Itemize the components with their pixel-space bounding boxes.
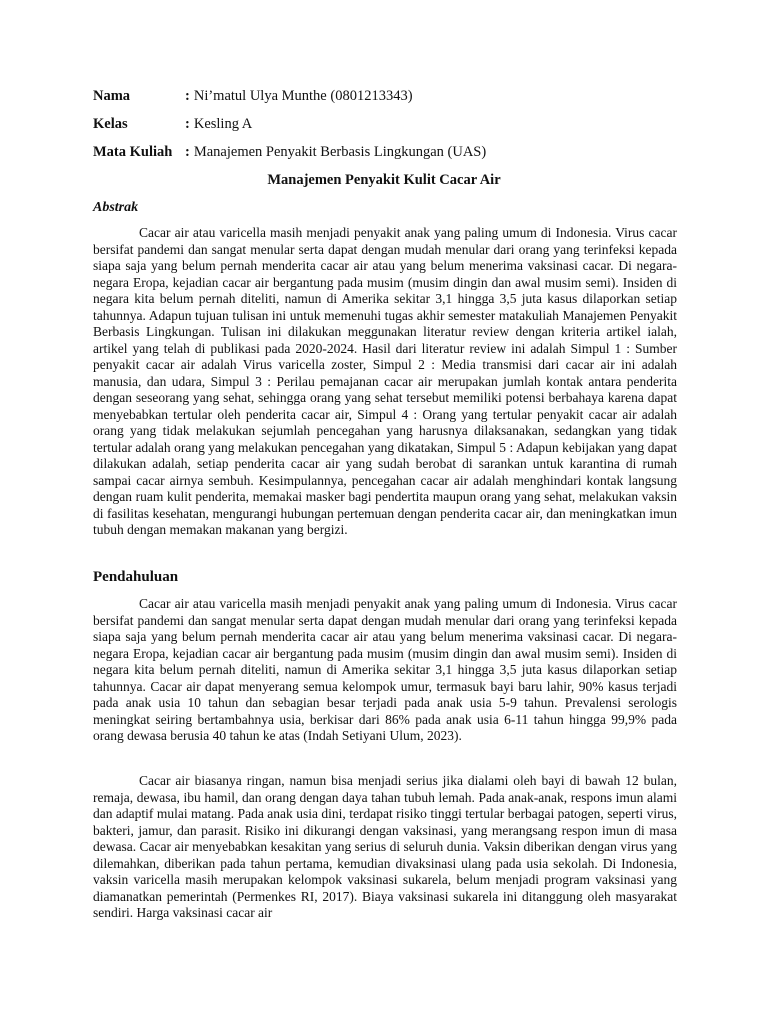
abstract-heading: Abstrak [93, 200, 139, 215]
meta-row-mata-kuliah [93, 143, 486, 161]
nama-value: Ni’matul Ulya Munthe (0801213343) [193, 88, 413, 104]
meta-row-nama [93, 87, 413, 105]
introduction-heading: Pendahuluan [93, 569, 179, 585]
nama-label: Nama [93, 88, 131, 104]
kelas-value: Kesling A [193, 116, 253, 132]
mata-kuliah-colon: : [185, 144, 190, 160]
mata-kuliah-value: Manajemen Penyakit Berbasis Lingkungan (UAS) [193, 144, 487, 160]
document-title: Manajemen Penyakit Kulit Cacar Air [267, 172, 501, 188]
mata-kuliah-label: Mata Kuliah [93, 144, 173, 160]
abstract-paragraph: Cacar air atau varicella masih menjadi penyakit anak yang paling umum di Indonesia. Virus cacar bersifat pandemi dan sangat menular serta dapat dengan mudah menular dari orang yang terinfeksi kepada siapa saja yang belum pernah menderita cacar air atau yang belum menerima vaksinasi cacar. Di negara-negara Eropa, kejadian cacar air bergantung pada musim (musim dingin dan awal musim semi). Insiden di negara kita belum pernah diteliti, namun di Amerika sekitar 3,1 hingga 3,5 juta kasus dilaporkan setiap tahunnya. Adapun tujuan tulisan ini untuk memenuhi tugas akhir semester matakuliah Manajemen Penyakit Berbasis Lingkungan. Tulisan ini dilakukan meggunakan literatur review dengan kriteria artikel ialah, artikel yang telah di publikasi pada 2020-2024. Hasil dari literatur review ini adalah Simpul 1 : Sumber penyakit cacar air adalah Virus varicella zoster, Simpul 2 : Media transmisi dari cacar air ini adalah manusia, dan udara, Simpul 3 : Perilau pemajanan cacar air merupakan jumlah kontak antara penderita dengan seseorang yang sehat, sehingga orang yang sehat tersebut memiliki potensi berbahaya karena dapat menyebabkan tertular oleh penderita cacar air, Simpul 4 : Orang yang tertular penyakit cacar air adalah orang yang tidak melakukan sejumlah pencegahan yang harusnya dilaksanakan, sedangkan yang tidak tertular adalah orang yang melakukan pencegahan yang dikatakan, Simpul 5 : Adapun kebijakan yang dapat dilakukan adalah, setiap penderita cacar air yang sudah berobat di sarankan untuk karantina di rumah sampai cacar airnya sembuh. Kesimpulannya, pencegahan cacar air adalah menghindari kontak langsung dengan ruam kulit penderita, memakai masker bagi pendertita maupun orang yang sehat, melakukan vaksin di fasilitas kesehatan, mengurangi hubungan pertemuan dengan penderita cacar air, dan meningkatkan imun tubuh dengan memakan makanan yang bergizi. [93, 225, 677, 537]
introduction-paragraph-1: Cacar air atau varicella masih menjadi penyakit anak yang paling umum di Indonesia. Virus cacar bersifat pandemi dan sangat menular serta dapat dengan mudah menular dari orang yang terinfeksi kepada siapa saja yang belum pernah menderita cacar air atau yang belum menerima vaksinasi cacar. Di negara-negara Eropa, kejadian cacar air bergantung pada musim (musim dingin dan awal musim semi). Insiden di negara kita belum pernah diteliti, namun di Amerika sekitar 3,1 hingga 3,5 juta kasus dilaporkan setiap tahunnya. Cacar air dapat menyerang semua kelompok umur, termasuk bayi baru lahir, 90% kasus terjadi pada anak usia 10 tahun dan sebagian besar terjadi pada anak usia 5-9 tahun. Prevalensi serologis meningkat seiring bertambahnya usia, berkisar dari 86% pada anak usia 6-11 tahun hingga 99,9% pada orang dewasa berusia 40 tahun ke atas (Indah Setiyani Ulum, 2023). [93, 596, 677, 743]
kelas-colon: : [185, 116, 190, 132]
kelas-label: Kelas [93, 116, 128, 132]
meta-row-kelas [93, 115, 252, 133]
nama-colon: : [185, 88, 190, 104]
introduction-paragraph-2: Cacar air biasanya ringan, namun bisa menjadi serius jika dialami oleh bayi di bawah 12 bulan, remaja, dewasa, ibu hamil, dan orang dengan daya tahan tubuh lemah. Pada anak-anak, respons imun alami dan adaptif mulai matang. Pada anak usia dini, terdapat risiko tinggi tertular berbagai patogen, seperti virus, bakteri, jamur, dan parasit. Risiko ini dikurangi dengan vaksinasi, yang merangsang respon imun di masa dewasa. Cacar air menyebabkan kesakitan yang serius di seluruh dunia. Vaksin diberikan dengan virus yang dilemahkan, diberikan pada tahun pertama, kemudian divaksinasi ulang pada usia sekolah. Di Indonesia, vaksin varicella masih merupakan kelompok vaksinasi sukarela, belum menjadi program vaksinasi yang diamanatkan pemerintah (Permenkes RI, 2017). Biaya vaksinasi sukarela ini ditanggung oleh masyarakat sendiri. Harga vaksinasi cacar air [93, 773, 677, 920]
